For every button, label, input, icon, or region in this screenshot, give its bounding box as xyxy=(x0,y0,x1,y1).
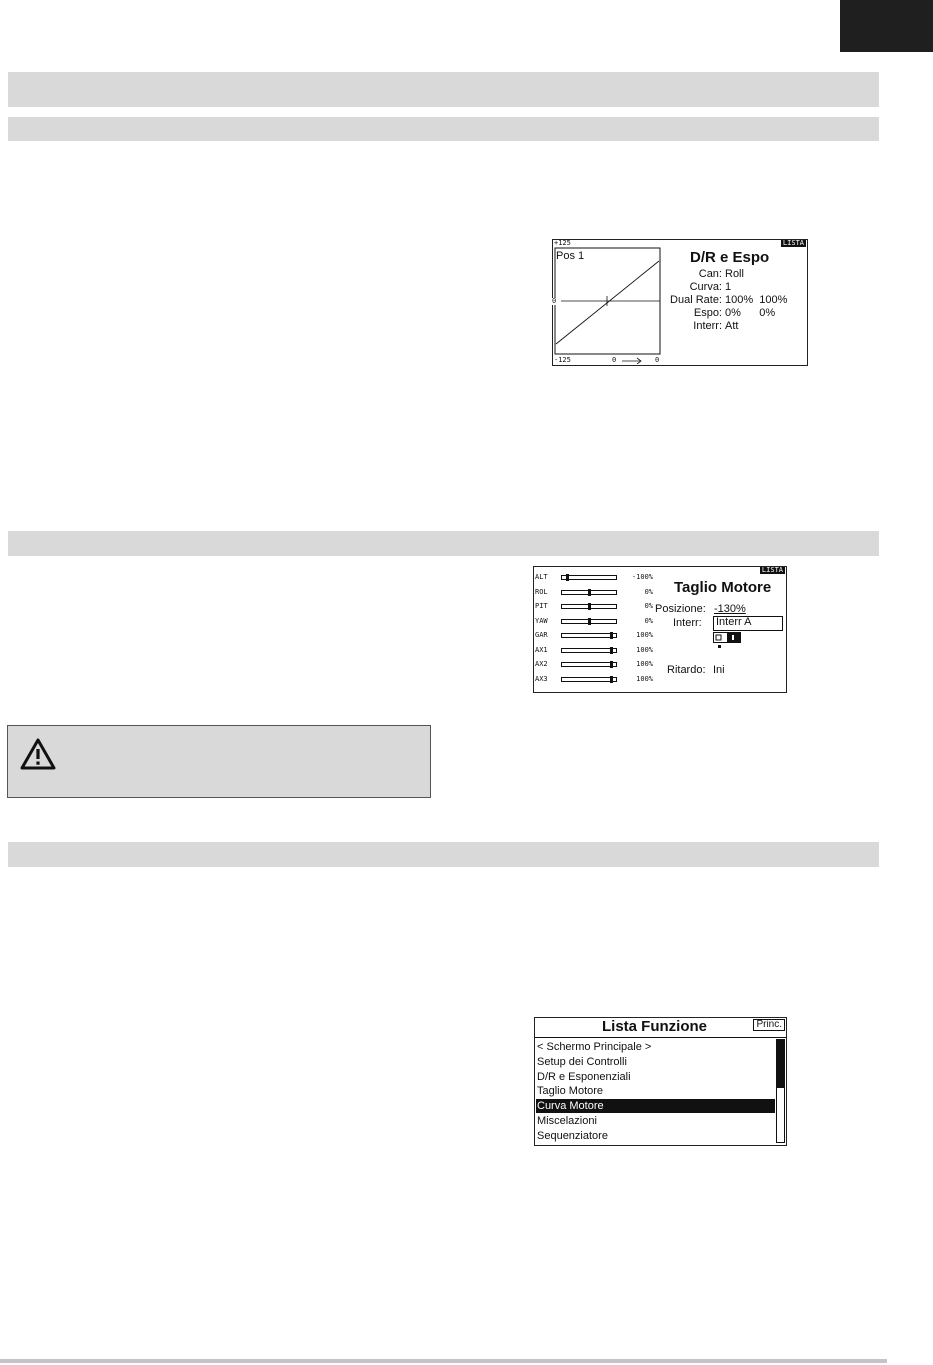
graph-mid-label: 0 xyxy=(552,297,557,305)
list-item[interactable]: D/R e Esponenziali xyxy=(537,1070,631,1083)
channel-bar xyxy=(561,575,617,580)
channel-bar xyxy=(561,604,617,609)
list-item[interactable]: Miscelazioni xyxy=(537,1115,597,1127)
screen-title: D/R e Espo xyxy=(690,249,770,266)
main-screen-tag[interactable]: Princ. xyxy=(753,1019,785,1031)
section-header-bar xyxy=(8,72,879,107)
switch-label: Interr: xyxy=(693,320,722,332)
channel-bar xyxy=(561,662,617,667)
graph-x-start-label: 0 xyxy=(612,356,617,364)
dr-expo-screen xyxy=(552,239,808,366)
channel-row xyxy=(535,675,655,686)
delay-label: Ritardo: xyxy=(667,664,706,676)
channel-row xyxy=(535,660,655,671)
warning-box xyxy=(7,725,431,798)
warning-triangle-icon xyxy=(20,738,56,770)
scrollbar-thumb[interactable] xyxy=(777,1040,784,1088)
switch-label: Interr: xyxy=(673,617,702,629)
channel-bar xyxy=(561,590,617,595)
list-item[interactable]: Taglio Motore xyxy=(537,1085,604,1098)
channel-value: 0% xyxy=(644,587,653,596)
dual-rate-value[interactable]: 100% 100% xyxy=(725,294,788,306)
channel-bar xyxy=(561,619,617,624)
channel-bar-marker xyxy=(610,661,613,668)
channel-row xyxy=(535,573,655,584)
switch-value[interactable]: Att xyxy=(725,320,739,332)
channel-label: Can: xyxy=(698,268,722,280)
list-item[interactable]: Setup dei Controlli xyxy=(537,1055,627,1068)
curve-value[interactable]: 1 xyxy=(725,281,732,293)
channel-bar xyxy=(561,677,617,682)
curve-label: Curva: xyxy=(689,281,722,293)
title-divider xyxy=(535,1037,786,1038)
channel-bar xyxy=(561,648,617,653)
switch-position-icon xyxy=(713,632,743,644)
channel-bar-marker xyxy=(588,589,591,596)
channel-bar xyxy=(561,633,617,638)
expo-label: Espo: xyxy=(693,307,722,319)
screen-title: Lista Funzione xyxy=(602,1018,707,1035)
subsection-bar-throttle-cut xyxy=(8,531,879,556)
switch-select[interactable]: Interr A xyxy=(713,616,783,631)
channel-value: 100% xyxy=(636,631,653,639)
list-item[interactable]: Sequenziatore xyxy=(537,1129,608,1142)
channel-bar-marker xyxy=(588,618,591,625)
list-item[interactable]: Curva Motore xyxy=(536,1099,775,1113)
subsection-bar-throttle-curve xyxy=(8,842,879,867)
channel-name: ALT xyxy=(535,573,548,581)
channel-name: AX2 xyxy=(535,660,548,668)
list-tag[interactable]: LISTA xyxy=(761,566,783,574)
channel-value: 0% xyxy=(644,616,653,625)
channel-name: GAR xyxy=(535,631,548,639)
list-item[interactable]: < Schermo Principale > xyxy=(537,1041,652,1053)
channel-value: 0% xyxy=(644,602,653,610)
channel-bar-marker xyxy=(610,647,613,654)
channel-name: YAW xyxy=(535,616,548,625)
channel-bar-marker xyxy=(610,632,613,639)
dual-rate-label: Dual Rate: xyxy=(670,294,722,306)
position-label: Pos 1 xyxy=(556,250,585,262)
channel-row xyxy=(535,631,655,642)
footer-rule xyxy=(0,1359,887,1363)
screen-title: Taglio Motore xyxy=(674,579,772,596)
expo-value[interactable]: 0% 0% xyxy=(725,307,776,319)
position-value[interactable]: -130% xyxy=(714,603,746,615)
graph-top-label: +125 xyxy=(554,239,571,247)
channel-value: 100% xyxy=(636,674,653,683)
channel-value: -100% xyxy=(631,573,653,581)
list-tag[interactable]: LISTA xyxy=(782,239,804,247)
channel-name: AX1 xyxy=(535,645,548,654)
channel-bar-marker xyxy=(588,603,591,610)
graph-bottom-label: -125 xyxy=(554,356,571,364)
position-label: Posizione: xyxy=(655,603,706,615)
channel-row xyxy=(535,588,655,599)
channel-bar-marker xyxy=(566,574,569,581)
language-tab xyxy=(840,0,933,52)
scrollbar[interactable] xyxy=(776,1039,785,1143)
channel-row xyxy=(535,617,655,628)
switch-indicator-dot xyxy=(718,645,721,648)
channel-name: ROL xyxy=(535,587,548,596)
channel-row xyxy=(535,646,655,657)
subsection-bar-dr-expo xyxy=(8,117,879,141)
delay-value[interactable]: Ini xyxy=(713,664,725,676)
channel-name: PIT xyxy=(535,602,548,610)
channel-value: 100% xyxy=(636,660,653,668)
graph-x-end-label: 0 xyxy=(655,356,660,364)
throttle-cut-screen xyxy=(533,566,787,693)
channel-name: AX3 xyxy=(535,674,548,683)
function-list-screen xyxy=(534,1017,787,1146)
channel-row xyxy=(535,602,655,613)
channel-value: 100% xyxy=(636,645,653,654)
channel-value[interactable]: Roll xyxy=(725,268,744,280)
channel-bar-marker xyxy=(610,676,613,683)
